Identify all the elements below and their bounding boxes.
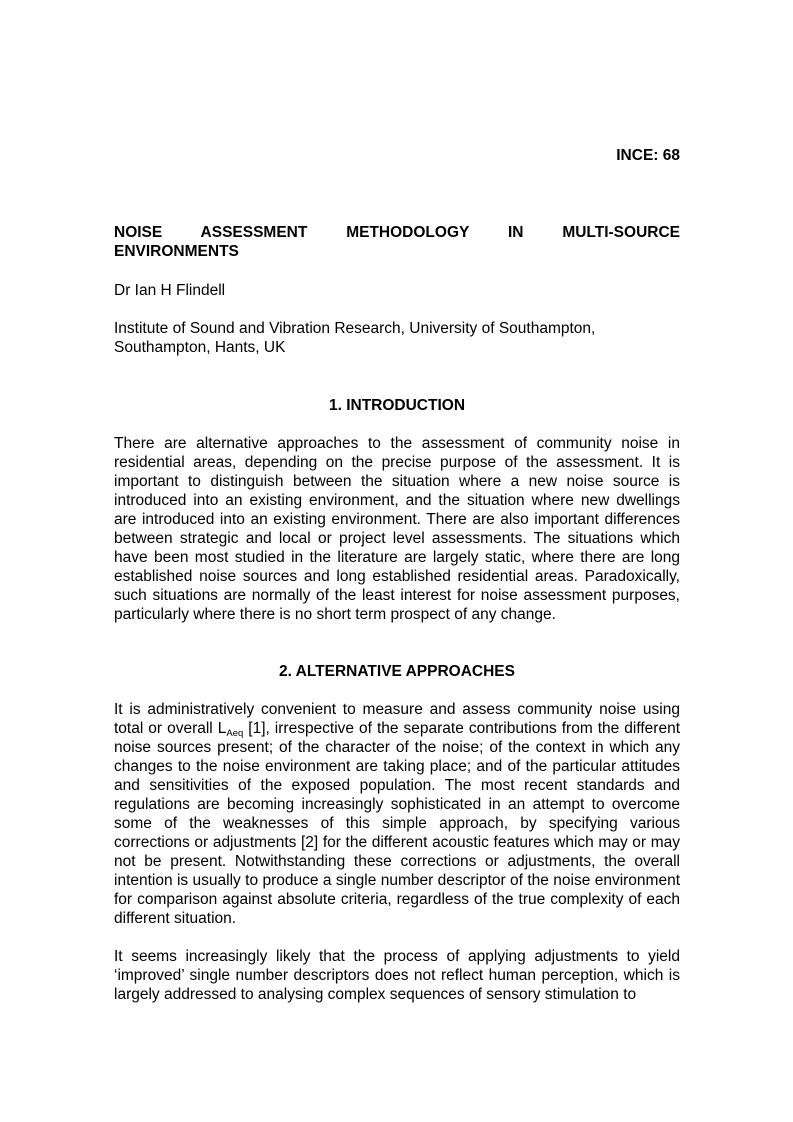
section-heading-introduction: 1. INTRODUCTION (328, 397, 466, 414)
section-heading-alternative-approaches: 2. ALTERNATIVE APPROACHES (279, 663, 515, 680)
paper-title-line-2: ENVIRONMENTS (114, 243, 239, 260)
alternative-approaches-paragraph-1 (114, 700, 680, 928)
affiliation-line-1: Institute of Sound and Vibration Research, University of Southampton, (114, 320, 596, 337)
paper-reference-number: INCE: 68 (616, 147, 680, 164)
author-name: Dr Ian H Flindell (114, 282, 226, 299)
author-affiliation (114, 319, 595, 357)
paper-title-line-1: NOISE ASSESSMENT METHODOLOGY IN MULTI-SOURCE (114, 224, 680, 241)
paper-title (114, 223, 680, 261)
paragraph-text-before-subscript: It is administratively convenient to measure and assess community noise using total or overall L (114, 701, 680, 737)
introduction-paragraph: There are alternative approaches to the assessment of community noise in residential areas, depending on the precise purpose of the assessment. It is important to distinguish between the situation where a new noise source is introduced into an existing environment, and the situation where new dwellings are introduced into an existing environment. There are also important differences between strategic and local or project level assessments. The situations which have been most studied in the literature are largely static, where there are long established noise sources and long established residential areas. Paradoxically, such situations are normally of the least interest for noise assessment purposes, particularly where there is no short term prospect of any change. (114, 435, 680, 623)
alternative-approaches-paragraph-2: It seems increasingly likely that the process of applying adjustments to yield ‘improved’ single number descriptors does not reflect human perception, which is largely addressed to analysing complex sequences of sensory stimulation to (114, 948, 680, 1003)
paragraph-text-after-subscript: [1], irrespective of the separate contributions from the different noise sources present; of the character of the noise; of the context in which any changes to the noise environment are taking place; and of the particular attitudes and sensitivities of the exposed population. The most recent standards and regulations are becoming increasingly sophisticated in an attempt to overcome some of the weaknesses of this simple approach, by specifying various corrections or adjustments [2] for the different acoustic features which may or may not be present. Notwithstanding these corrections or adjustments, the overall intention is usually to produce a single number descriptor of the noise environment for comparison against absolute criteria, regardless of the true complexity of each different situation. (114, 720, 680, 927)
laeq-subscript: Aeq (226, 728, 244, 739)
affiliation-line-2: Southampton, Hants, UK (114, 339, 286, 356)
